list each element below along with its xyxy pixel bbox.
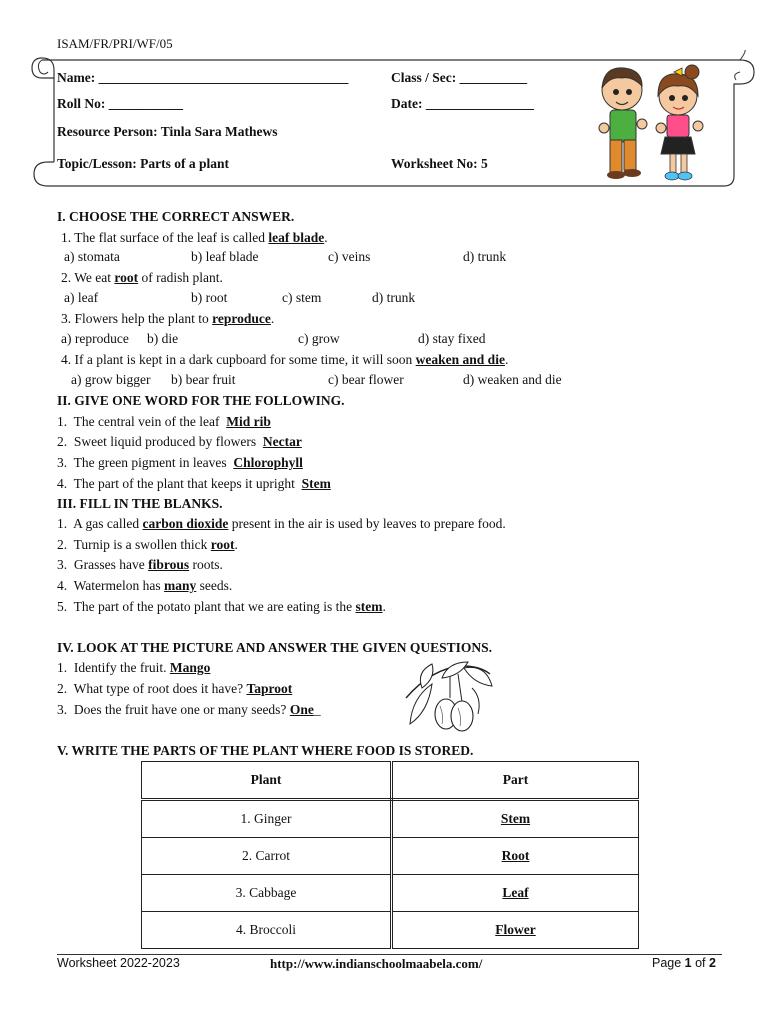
storage-table (141, 761, 639, 949)
section-3-items (57, 516, 717, 620)
table-cell-part: Stem (392, 800, 639, 838)
option: b) die (147, 331, 179, 346)
section-4-items (57, 660, 397, 722)
option: d) trunk (372, 290, 416, 305)
topic-lesson: Topic/Lesson: Parts of a plant (57, 156, 230, 171)
worksheet-no: Worksheet No: 5 (391, 156, 488, 171)
section-4-title: IV. LOOK AT THE PICTURE AND ANSWER THE GIVEN QUESTIONS. (57, 640, 492, 655)
question-1: 1. The flat surface of the leaf is called leaf blade. (61, 230, 328, 245)
class-sec-field: Class / Sec: __________ (391, 70, 528, 85)
section-2-items (57, 414, 697, 496)
date-field: Date: ________________ (391, 96, 534, 111)
name-field: Name: _____________________________________ (57, 70, 349, 85)
roll-no-field: Roll No: ___________ (57, 96, 183, 111)
section-3-title: III. FILL IN THE BLANKS. (57, 496, 223, 511)
option: b) leaf blade (191, 249, 259, 264)
list-item: 3. Does the fruit have one or many seeds? One_ (57, 702, 321, 717)
footer-worksheet-year: Worksheet 2022-2023 (57, 956, 180, 970)
resource-person: Resource Person: Tinla Sara Mathews (57, 124, 278, 139)
option: c) bear flower (328, 372, 404, 387)
table-cell-part: Root (392, 838, 639, 875)
list-item: 3. The green pigment in leaves Chlorophyll (57, 455, 303, 470)
table-header-part: Part (392, 762, 639, 800)
option: a) grow bigger (71, 372, 151, 387)
footer-divider (57, 954, 722, 955)
list-item: 3. Grasses have fibrous roots. (57, 557, 223, 572)
table-row (142, 912, 639, 949)
table-cell-plant: 4. Broccoli (142, 912, 392, 949)
list-item: 4. The part of the plant that keeps it upright Stem (57, 476, 331, 491)
question-3: 3. Flowers help the plant to reproduce. (61, 311, 275, 326)
table-cell-plant: 2. Carrot (142, 838, 392, 875)
list-item: 4. Watermelon has many seeds. (57, 578, 233, 593)
footer-url-link[interactable]: http://www.indianschoolmaabela.com/ (270, 956, 483, 971)
table-header-plant: Plant (142, 762, 392, 800)
list-item: 5. The part of the potato plant that we are eating is the stem. (57, 599, 386, 614)
mango-sketch-image (402, 658, 494, 740)
footer-page-number: Page 1 of 2 (652, 956, 716, 970)
option: d) stay fixed (418, 331, 486, 346)
table-cell-part: Flower (392, 912, 639, 949)
list-item: 2. What type of root does it have? Taproot (57, 681, 293, 696)
list-item: 2. Sweet liquid produced by flowers Nectar (57, 434, 302, 449)
question-4: 4. If a plant is kept in a dark cupboard for some time, it will soon weaken and die. (61, 352, 509, 367)
option: c) stem (282, 290, 322, 305)
table-cell-plant: 3. Cabbage (142, 875, 392, 912)
table-row (142, 875, 639, 912)
option: d) trunk (463, 249, 507, 264)
section-1-title: I. CHOOSE THE CORRECT ANSWER. (57, 209, 295, 224)
option: b) bear fruit (171, 372, 236, 387)
option: d) weaken and die (463, 372, 562, 387)
section-2-title: II. GIVE ONE WORD FOR THE FOLLOWING. (57, 393, 345, 408)
table-cell-plant: 1. Ginger (142, 800, 392, 838)
table-row (142, 838, 639, 875)
list-item: 1. The central vein of the leaf Mid rib (57, 414, 271, 429)
option: a) stomata (64, 249, 120, 264)
list-item: 1. A gas called carbon dioxide present in the air is used by leaves to prepare food. (57, 516, 506, 531)
list-item: 2. Turnip is a swollen thick root. (57, 537, 238, 552)
option: c) grow (298, 331, 340, 346)
option: b) root (191, 290, 228, 305)
section-1-questions (61, 230, 701, 390)
table-row (142, 800, 639, 838)
table-cell-part: Leaf (392, 875, 639, 912)
option: a) reproduce (61, 331, 129, 346)
option: c) veins (328, 249, 371, 264)
question-2: 2. We eat root of radish plant. (61, 270, 223, 285)
option: a) leaf (64, 290, 99, 305)
list-item: 1. Identify the fruit. Mango (57, 660, 211, 675)
cartoon-kids-image (592, 62, 712, 184)
document-code: ISAM/FR/PRI/WF/05 (57, 36, 173, 51)
table-header-row (142, 762, 639, 800)
section-5-title: V. WRITE THE PARTS OF THE PLANT WHERE FOOD IS STORED. (57, 743, 474, 758)
